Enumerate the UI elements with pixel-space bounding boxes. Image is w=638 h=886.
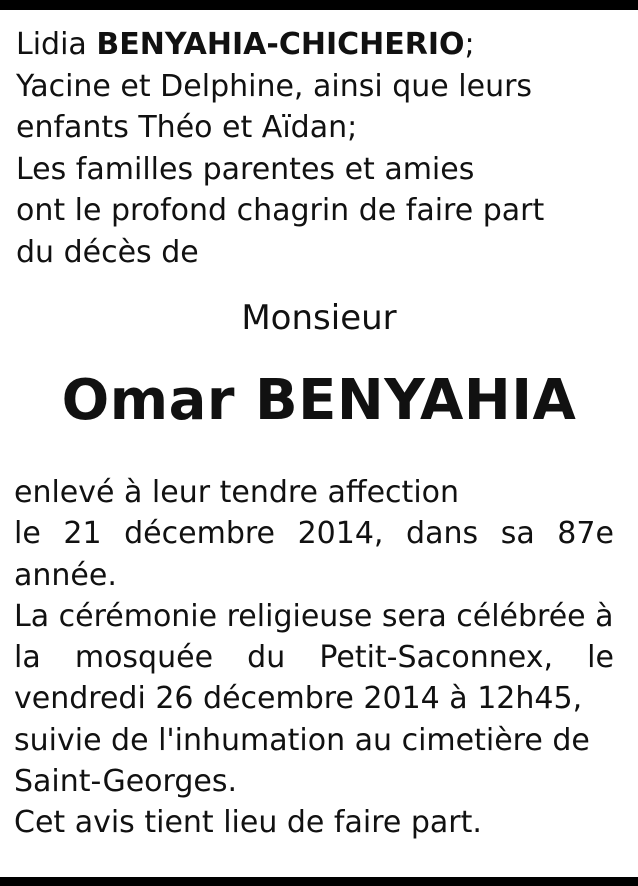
word: du: [247, 640, 286, 676]
intro-line-2: Yacine et Delphine, ainsi que leurs: [16, 68, 533, 104]
word: Petit-Saconnex,: [319, 640, 554, 676]
deceased-name: Omar BENYAHIA: [61, 368, 577, 433]
word: décembre: [124, 516, 275, 552]
first-name: Lidia: [16, 27, 87, 62]
body-line-2: [14, 513, 614, 554]
word: 2014,: [297, 516, 384, 552]
intro-line-3: enfants Théo et Aïdan;: [16, 110, 358, 145]
honorific: Monsieur: [241, 298, 397, 338]
word: 87e: [557, 516, 614, 552]
body-line-4: La cérémonie religieuse sera célébrée à: [14, 598, 614, 634]
word: 21: [63, 516, 102, 552]
top-border: [0, 0, 638, 10]
family-name: BENYAHIA-CHICHERIO: [96, 27, 465, 62]
body-line-1: enlevé à leur tendre affection: [14, 475, 460, 510]
intro-paragraph: [16, 24, 616, 273]
intro-line-1: [16, 24, 616, 66]
bottom-border: [0, 877, 638, 886]
intro-line-4: Les familles parentes et amies: [16, 151, 475, 187]
word: mosquée: [74, 640, 214, 676]
intro-line-5: ont le profond chagrin de faire part: [16, 193, 545, 228]
body-line-9: Cet avis tient lieu de faire part.: [14, 805, 482, 841]
word: la: [14, 640, 41, 676]
punctuation: ;: [464, 27, 475, 62]
body-line-3: année.: [14, 557, 117, 593]
body-paragraph: [14, 472, 614, 844]
body-line-5: [14, 637, 614, 678]
word: le: [14, 516, 41, 552]
body-line-8: Saint-Georges.: [14, 764, 237, 800]
word: dans: [406, 516, 479, 552]
word: sa: [500, 516, 535, 552]
body-line-7: suivie de l'inhumation au cimetière de: [14, 722, 590, 758]
intro-line-6: du décès de: [16, 234, 199, 270]
word: le: [587, 640, 614, 676]
body-line-6: vendredi 26 décembre 2014 à 12h45,: [14, 681, 583, 717]
